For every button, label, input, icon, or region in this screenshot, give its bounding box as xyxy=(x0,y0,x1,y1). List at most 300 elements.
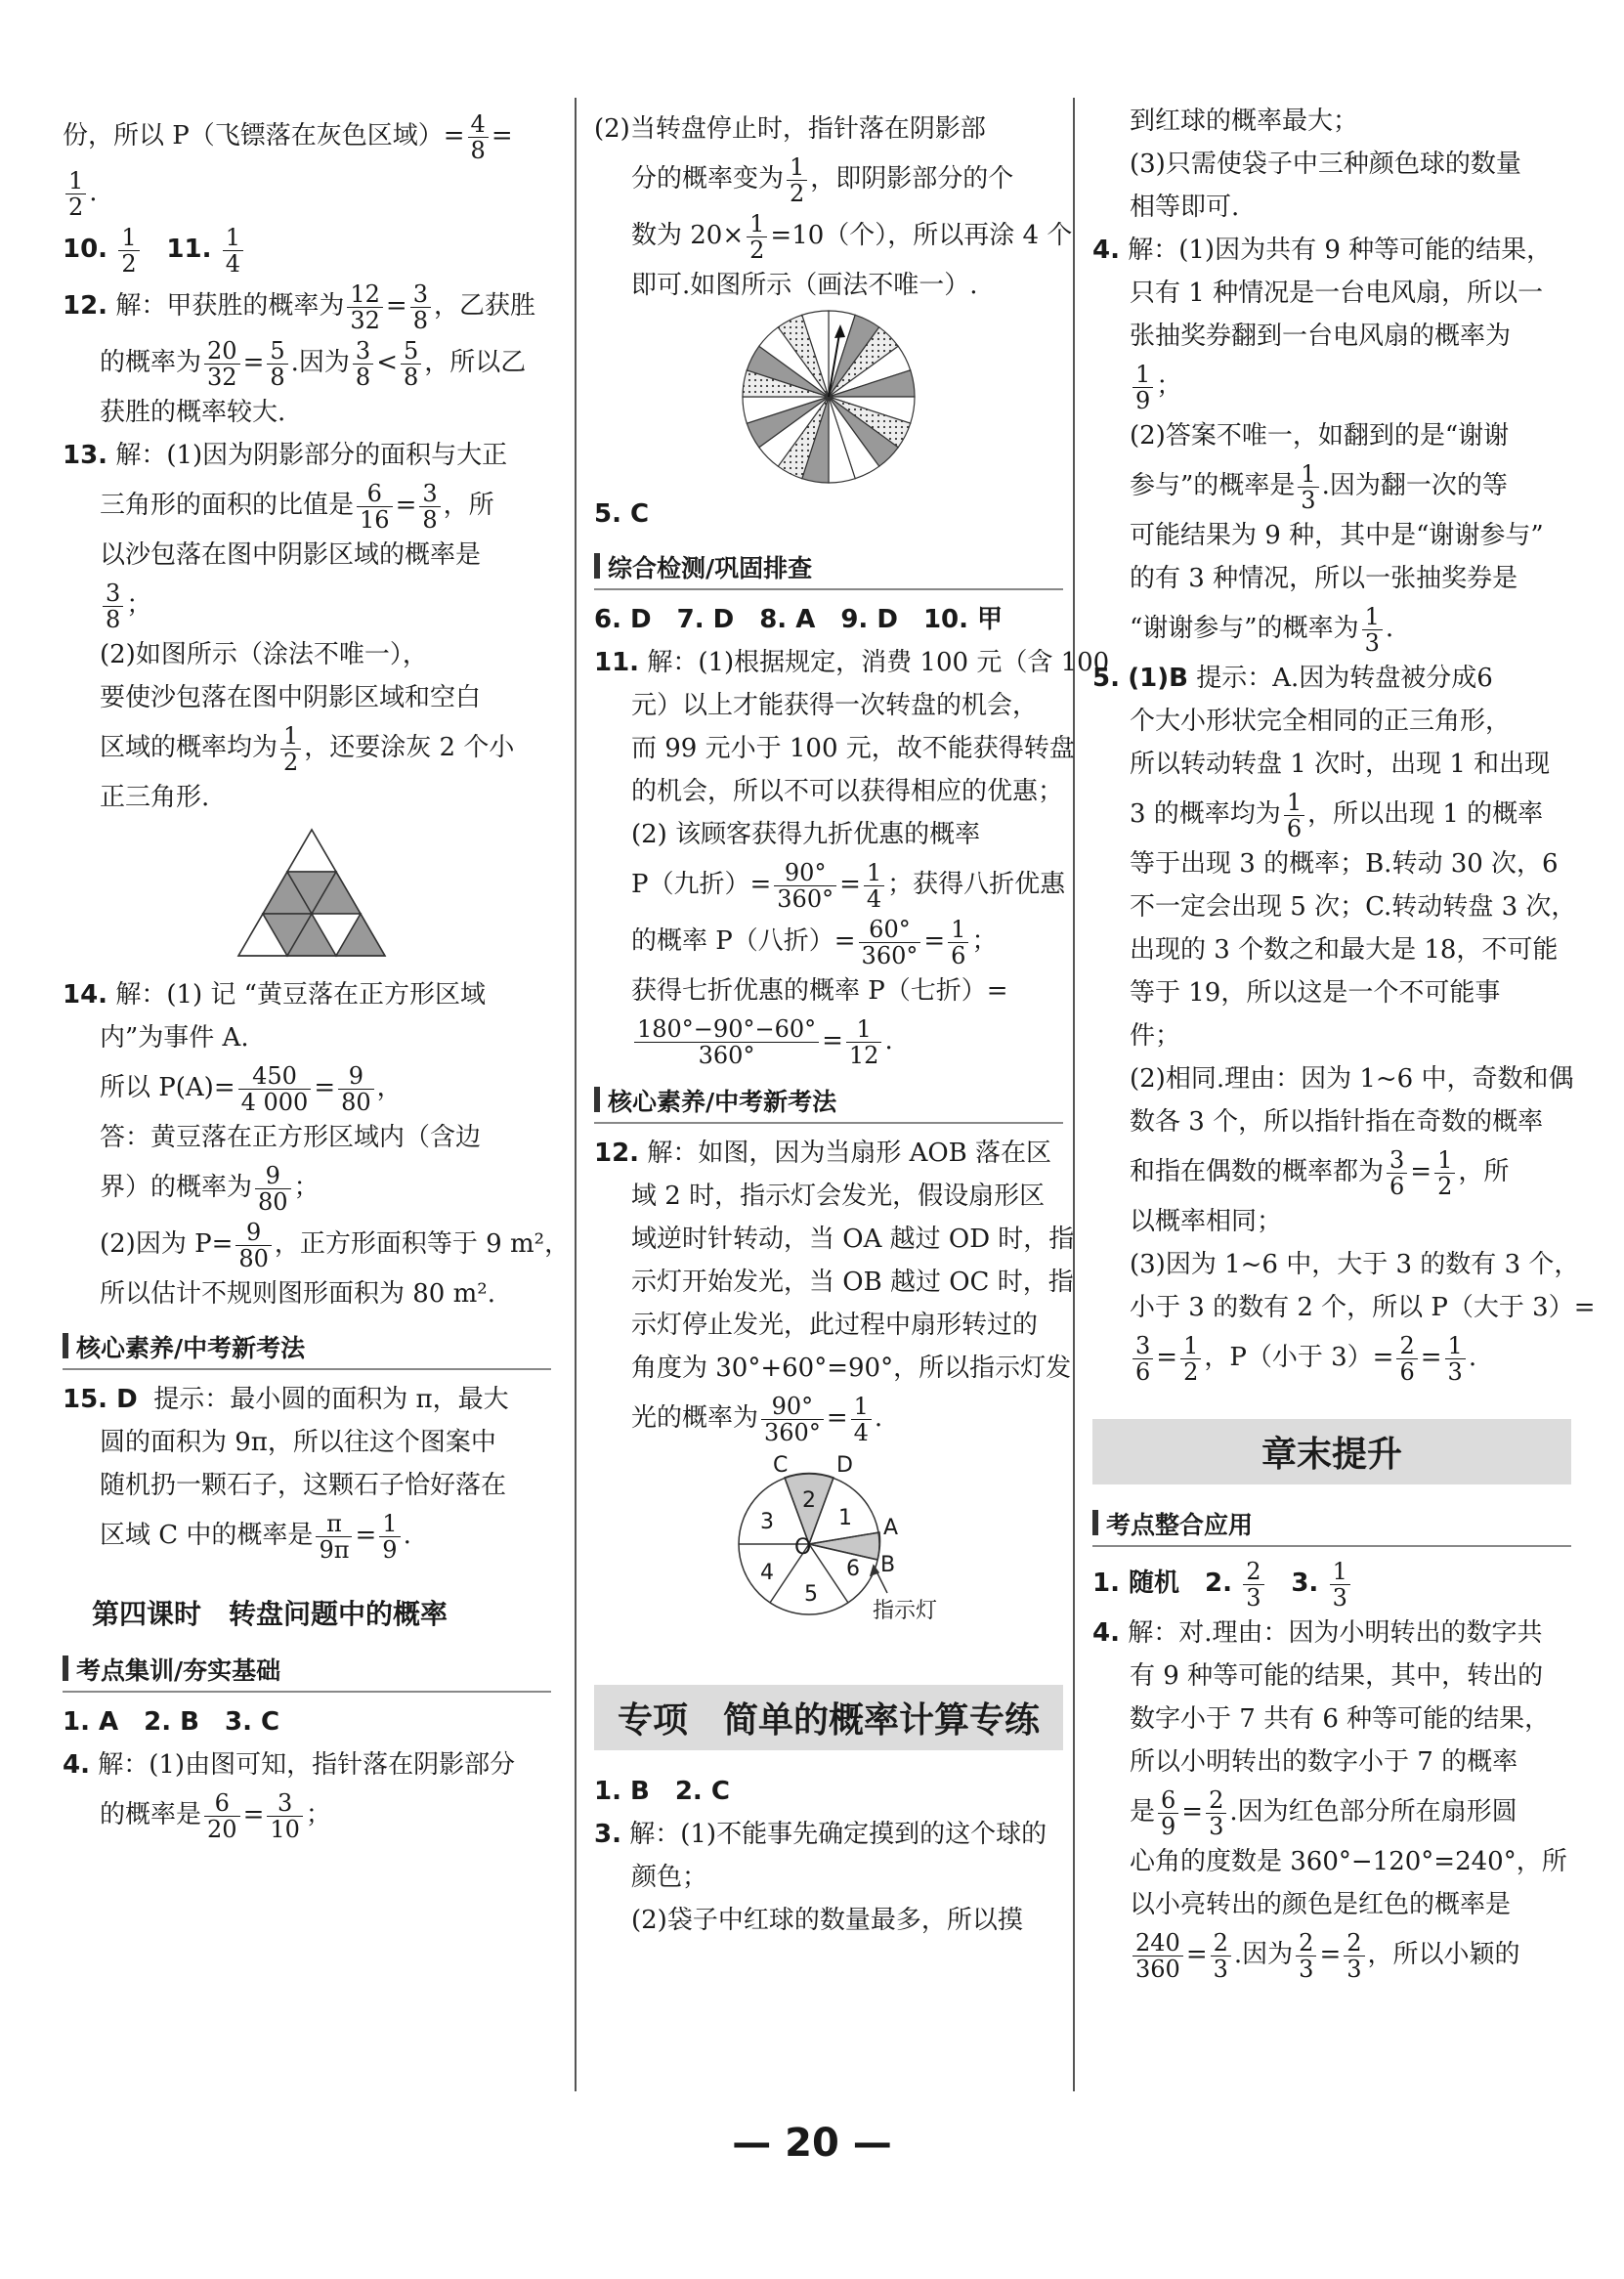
text-line: 获胜的概率较大. xyxy=(100,398,286,427)
text-line: 而 99 元小于 100 元，故不能获得转盘 xyxy=(631,734,1075,763)
numerator: 2 xyxy=(1396,1333,1417,1359)
denominator: 9 xyxy=(1161,1812,1176,1840)
numerator: 60° xyxy=(859,917,921,943)
denominator: 360 xyxy=(1135,1955,1180,1983)
line-text: P（九折）= xyxy=(631,870,772,899)
numerator: 12 xyxy=(347,281,383,308)
text-line xyxy=(1092,1143,1571,1200)
fraction-1-4 xyxy=(223,225,243,277)
denominator: 3 xyxy=(1346,1955,1362,1983)
numerator: 9 xyxy=(255,1163,291,1189)
numerator: 9 xyxy=(235,1220,272,1246)
numerator: 180°−90°−60° xyxy=(634,1016,819,1043)
line-text: .因为翻一次的等 xyxy=(1321,471,1508,500)
line-text: 区域的概率均为 xyxy=(100,733,278,762)
line-text: ，还要涂灰 2 个小 xyxy=(304,733,515,762)
line-text: 解：甲获胜的概率为 xyxy=(115,291,345,321)
denominator: 8 xyxy=(355,363,371,391)
question-number: 4. xyxy=(1092,236,1120,265)
line-text: 解：(1) 记 “黄豆落在正方形区域 xyxy=(115,980,486,1010)
answer-4 xyxy=(1092,229,1571,272)
denominator: 3 xyxy=(1246,1583,1261,1612)
line-text: .因为红色部分所在扇形圆 xyxy=(1229,1797,1517,1827)
answer-15 xyxy=(63,1378,551,1421)
text-line: 有 9 种等可能的结果，其中，转出的 xyxy=(1130,1661,1544,1691)
text-line: 即可.如图所示（画法不唯一）. xyxy=(631,271,978,300)
numerator: 1 xyxy=(851,1394,872,1420)
period: . xyxy=(884,1026,893,1055)
question-number: 14. xyxy=(63,980,108,1010)
label-b: B xyxy=(880,1553,896,1577)
denominator: 6 xyxy=(1286,814,1303,842)
question-number: 3. xyxy=(594,1820,621,1849)
fraction xyxy=(353,338,373,390)
denominator: 20 xyxy=(207,1815,237,1843)
line-text: ； xyxy=(126,590,152,620)
line-text: 界）的概率为 xyxy=(100,1173,253,1202)
line-text: ，所 xyxy=(443,491,494,520)
text-line: 以小亮转出的颜色是红色的概率是 xyxy=(1130,1890,1512,1919)
line-text: 所以 P(A)= xyxy=(100,1073,235,1102)
text-line: 正三角形. xyxy=(100,783,210,812)
question-number: 12. xyxy=(63,291,108,321)
numerator: 3 xyxy=(419,481,440,507)
line-text: ，所以乙 xyxy=(424,348,527,377)
answer-11 xyxy=(594,641,1110,684)
fraction xyxy=(1296,1930,1316,1982)
fraction-4-8 xyxy=(468,111,489,163)
text-line: 以概率相同； xyxy=(1130,1207,1283,1236)
fraction xyxy=(948,917,968,968)
fraction xyxy=(787,154,807,206)
line-text: 的概率是 xyxy=(100,1800,202,1829)
answer-14 xyxy=(63,973,551,1016)
triangle-figure xyxy=(63,825,551,971)
answer-5: 5. C xyxy=(594,499,650,529)
text-line xyxy=(63,1059,551,1116)
denominator: 8 xyxy=(412,306,428,334)
line-text: (2)因为 P= xyxy=(100,1229,234,1259)
text-line xyxy=(63,577,551,633)
line-text: 提示：最小圆的面积为 π，最大 xyxy=(153,1385,509,1414)
fraction-1-2 xyxy=(118,225,139,277)
equals-sign: = xyxy=(1420,1343,1442,1372)
fraction xyxy=(255,1163,291,1215)
question-number: 11. xyxy=(594,648,640,677)
question-number: 5. xyxy=(1092,664,1120,693)
answer-column-3 xyxy=(1092,100,1596,1983)
line-text: 和指在偶数的概率都为 xyxy=(1130,1157,1385,1186)
line-text: 光的概率为 xyxy=(631,1403,759,1433)
text-line xyxy=(1092,358,1571,414)
denominator: 3 xyxy=(1209,1812,1224,1840)
numerator: 3 xyxy=(103,580,123,607)
period: . xyxy=(89,178,98,207)
denominator: 360° xyxy=(861,941,919,969)
fraction xyxy=(419,481,440,533)
line-text: 三角形的面积的比值是 xyxy=(100,491,355,520)
line-text: .因为 xyxy=(1233,1940,1294,1969)
numerator: 450 xyxy=(238,1063,312,1090)
section-heading: 核心素养/中考新考法 xyxy=(594,1081,1063,1124)
numerator: 2 xyxy=(1243,1559,1263,1585)
section-heading: 考点集训/夯实基础 xyxy=(63,1650,551,1693)
line-text: . xyxy=(1468,1343,1477,1372)
denominator: 32 xyxy=(350,306,380,334)
text-line: 要使沙包落在图中阴影区域和空白 xyxy=(100,683,482,712)
text-line xyxy=(594,150,1063,207)
line-text: 的概率为 xyxy=(100,348,202,377)
denominator: 4 xyxy=(853,1418,869,1446)
fraction xyxy=(634,1016,819,1068)
line-text: (1)B xyxy=(1128,664,1188,693)
section-heading: 考点整合应用 xyxy=(1092,1504,1571,1547)
fraction xyxy=(747,211,767,263)
text-line: (2)答案不唯一，如翻到的是“谢谢 xyxy=(1130,421,1510,451)
text-line xyxy=(1092,457,1571,514)
denominator: 32 xyxy=(207,363,237,391)
fraction xyxy=(1180,1333,1201,1385)
denominator: 2 xyxy=(1183,1357,1199,1386)
line-text: 解：如图，因为当扇形 AOB 落在区 xyxy=(647,1139,1052,1168)
text-line: 内”为事件 A. xyxy=(100,1023,249,1053)
text-line: 到红球的概率最大； xyxy=(1130,107,1359,136)
fraction xyxy=(1396,1333,1417,1385)
text-line: 等于 19，所以这是一个不可能事 xyxy=(1130,978,1501,1008)
line-text: 数为 20× xyxy=(631,221,745,250)
denominator: 80 xyxy=(258,1187,288,1216)
line-text: 区域 C 中的概率是 xyxy=(100,1521,314,1550)
numerator: 1 xyxy=(846,1016,882,1043)
fraction xyxy=(864,860,884,912)
question-number: 12. xyxy=(594,1139,640,1168)
text-line xyxy=(63,477,551,534)
denominator: 8 xyxy=(422,505,438,534)
small-triangle xyxy=(287,830,336,872)
numerator: 5 xyxy=(267,338,287,365)
denominator: 3 xyxy=(1299,1955,1314,1983)
numerator: 1 xyxy=(280,723,301,750)
text-line: (2)当转盘停止时，指针落在阴影部 xyxy=(594,114,986,144)
equals-sign: = xyxy=(314,1073,336,1102)
answer-3 xyxy=(594,1813,1063,1856)
line-text: 参与”的概率是 xyxy=(1130,471,1296,500)
fraction xyxy=(1133,1333,1153,1385)
fraction xyxy=(1445,1333,1466,1385)
text-line xyxy=(594,856,1066,913)
text-line xyxy=(1092,1926,1571,1983)
line-text: .因为 xyxy=(290,348,350,377)
text-line: 心角的度数是 360°−120°=240°，所 xyxy=(1130,1847,1567,1876)
sector-label-1: 1 xyxy=(838,1506,852,1530)
label-d: D xyxy=(836,1453,853,1478)
fraction xyxy=(1362,604,1383,656)
line-text: “谢谢参与”的概率为 xyxy=(1130,614,1359,643)
answers-1-3 xyxy=(1092,1555,1571,1612)
text-line: 以沙包落在图中阴影区域的概率是 xyxy=(100,540,482,570)
column-divider-1 xyxy=(575,98,577,2091)
answers-1-3: 1. A 2. B 3. C xyxy=(63,1707,280,1737)
fraction xyxy=(347,281,383,333)
equals-sign: = xyxy=(242,348,265,377)
section-heading: 综合检测/巩固排查 xyxy=(594,547,1063,590)
denominator: 8 xyxy=(106,605,121,633)
equals-sign: = xyxy=(826,1403,848,1433)
column-divider-2 xyxy=(1073,98,1075,2091)
label-c: C xyxy=(773,1453,789,1478)
label-a: A xyxy=(883,1516,899,1540)
text-line: 随机扔一颗石子，这颗石子恰好落在 xyxy=(100,1471,507,1500)
text-line xyxy=(63,1786,551,1843)
question-number: 11. xyxy=(166,235,212,264)
line-text: 解：对.理由：因为小明转出的数字共 xyxy=(1128,1618,1543,1648)
denominator: 4 xyxy=(866,884,882,913)
sector-label-6: 6 xyxy=(846,1557,860,1581)
fraction xyxy=(410,281,431,333)
text-line: 小于 3 的数有 2 个，所以 P（大于 3）= xyxy=(1130,1293,1596,1322)
answer-column-1 xyxy=(63,108,571,1843)
question-number: 10. xyxy=(63,235,108,264)
equals-sign: = xyxy=(242,1800,265,1829)
less-than: < xyxy=(376,348,398,377)
numerator: 1 xyxy=(787,154,807,181)
answer-13 xyxy=(63,434,551,477)
question-number: 3. xyxy=(1291,1569,1319,1598)
text-line: 域 2 时，指示灯会发光，假设扇形区 xyxy=(631,1182,1046,1211)
text-line: (2)如图所示（涂法不唯一）， xyxy=(100,640,428,669)
chapter-review-banner: 章末提升 xyxy=(1092,1419,1571,1484)
numerator: 1 xyxy=(1434,1147,1455,1174)
text-line xyxy=(63,334,551,391)
text-line: (3)只需使袋子中三种颜色球的数量 xyxy=(1130,150,1521,179)
text-line: (2)相同.理由：因为 1~6 中，奇数和偶 xyxy=(1130,1064,1574,1094)
line-text: 分的概率变为 xyxy=(631,164,785,194)
denominator: 6 xyxy=(1399,1357,1415,1386)
denominator: 8 xyxy=(403,363,419,391)
text-line: 颜色； xyxy=(631,1863,708,1892)
equals-sign: = xyxy=(1156,1343,1178,1372)
line-text: 1. 随机 2. xyxy=(1092,1569,1232,1598)
fraction xyxy=(238,1063,312,1115)
equals-sign: = xyxy=(395,491,417,520)
answer-5 xyxy=(1092,657,1571,700)
equals-sign: = xyxy=(355,1521,377,1550)
numerator: 2 xyxy=(1206,1787,1226,1814)
fraction xyxy=(1284,790,1304,841)
sector-label-2: 2 xyxy=(802,1488,816,1513)
numerator: 1 xyxy=(1180,1333,1201,1359)
fraction xyxy=(859,917,921,968)
fraction xyxy=(379,1511,400,1563)
question-number: 15. D xyxy=(63,1385,138,1414)
numerator: 1 xyxy=(1330,1559,1350,1585)
equals-sign: = xyxy=(822,1026,843,1055)
text-line: 件； xyxy=(1130,1021,1181,1051)
text-line: 所以转动转盘 1 次时，出现 1 和出现 xyxy=(1130,750,1551,779)
fraction xyxy=(1387,1147,1407,1199)
text-line: 相等即可. xyxy=(1130,193,1240,222)
fraction-1-2 xyxy=(65,168,86,220)
denominator: 2 xyxy=(68,193,84,221)
fraction xyxy=(1206,1787,1226,1839)
special-topic-banner: 专项 简单的概率计算专练 xyxy=(594,1685,1063,1750)
numerator: 1 xyxy=(1133,362,1153,388)
denominator: 360° xyxy=(764,1418,821,1446)
line-text: ； xyxy=(305,1800,331,1829)
line-text: ，所 xyxy=(1458,1157,1510,1186)
line-text: ，正方形面积等于 9 m²， xyxy=(274,1229,571,1259)
numerator: 1 xyxy=(1284,790,1304,816)
fraction xyxy=(761,1394,824,1445)
line-text: ； xyxy=(293,1173,320,1202)
denominator: 2 xyxy=(749,236,765,264)
spinner-figure xyxy=(594,307,1063,493)
text-line xyxy=(63,1159,551,1216)
numerator: 90° xyxy=(774,860,836,886)
denominator: 8 xyxy=(270,363,285,391)
denominator: 10 xyxy=(270,1815,300,1843)
numerator: 1 xyxy=(65,168,86,194)
fraction xyxy=(280,723,301,775)
fraction xyxy=(401,338,421,390)
section-heading: 核心素养/中考新考法 xyxy=(63,1327,551,1370)
numerator: 1 xyxy=(1445,1333,1466,1359)
sector-label-4: 4 xyxy=(760,1561,774,1585)
fraction xyxy=(316,1511,352,1563)
text-line xyxy=(594,1390,1063,1446)
line-text: 解：(1)不能事先确定摸到的这个球的 xyxy=(629,1820,1047,1849)
text-line: 所以小明转出的数字小于 7 的概率 xyxy=(1130,1747,1518,1777)
numerator: 6 xyxy=(204,1790,240,1817)
numerator: 6 xyxy=(1158,1787,1178,1814)
fraction xyxy=(1133,1930,1183,1982)
text-line: 获得七折优惠的概率 P（七折）= xyxy=(631,976,1008,1006)
text-line: 示灯停止发光，此过程中扇形转过的 xyxy=(631,1311,1039,1340)
denominator: 6 xyxy=(1389,1172,1405,1200)
text-line xyxy=(1092,786,1571,842)
line-text: ，乙获胜 xyxy=(433,291,535,321)
line-text: ； xyxy=(971,926,998,956)
numerator: 5 xyxy=(401,338,421,365)
numerator: 3 xyxy=(1387,1147,1407,1174)
fraction xyxy=(1298,461,1318,513)
fraction xyxy=(1211,1930,1231,1982)
text-line xyxy=(594,913,1063,969)
equals-sign: = xyxy=(385,291,407,321)
numerator: 9 xyxy=(338,1063,374,1090)
text-line xyxy=(1092,600,1571,657)
text-line: 张抽奖券翻到一台电风扇的概率为 xyxy=(1130,322,1512,351)
denominator: 8 xyxy=(470,136,486,164)
text-line xyxy=(1092,1784,1571,1840)
indicator-spinner-figure xyxy=(594,1446,1063,1652)
denominator: 360° xyxy=(777,884,834,913)
fraction xyxy=(235,1220,272,1271)
numerator: 3 xyxy=(410,281,431,308)
numerator: 90° xyxy=(761,1394,824,1420)
numerator: 1 xyxy=(747,211,767,237)
numerator: 20 xyxy=(204,338,240,365)
line-text: 3 的概率均为 xyxy=(1130,799,1281,829)
numerator: 2 xyxy=(1211,1930,1231,1956)
equals-sign: = xyxy=(1319,1940,1342,1969)
text-line: 的有 3 种情况，所以一张抽奖券是 xyxy=(1130,564,1518,593)
line-text: 是 xyxy=(1130,1797,1156,1827)
fraction xyxy=(267,1790,303,1842)
line-text: . xyxy=(1385,614,1394,643)
sector-label-5: 5 xyxy=(804,1582,818,1607)
question-number: 13. xyxy=(63,441,108,470)
fraction xyxy=(1344,1930,1364,1982)
text-line: 域逆时针转动，当 OA 越过 OD 时，指 xyxy=(631,1225,1075,1254)
line-text: 解：(1)由图可知，指针落在阴影部分 xyxy=(98,1750,516,1780)
fraction xyxy=(1330,1559,1350,1611)
text-line: (3)因为 1~6 中，大于 3 的数有 3 个， xyxy=(1130,1250,1580,1279)
text-line: 等于出现 3 的概率；B.转动 30 次，6 xyxy=(1130,849,1559,879)
denominator: 4 xyxy=(225,249,241,278)
answers-1-2: 1. B 2. C xyxy=(594,1777,730,1806)
label-o: O xyxy=(794,1535,812,1560)
denominator: 80 xyxy=(238,1244,269,1272)
fraction xyxy=(103,580,123,632)
text-line: 的机会，所以不可以获得相应的优惠； xyxy=(631,777,1064,806)
numerator: 1 xyxy=(1298,461,1318,488)
line-text: ；获得八折优惠 xyxy=(887,870,1066,899)
line-text: 解：(1)根据规定，消费 100 元（含 100 xyxy=(647,648,1110,677)
text-line: 出现的 3 个数之和最大是 18，不可能 xyxy=(1130,935,1559,965)
numerator: 1 xyxy=(118,225,139,251)
answer-12 xyxy=(594,1132,1063,1175)
fraction xyxy=(1158,1787,1178,1839)
fraction xyxy=(357,481,393,533)
answer-12 xyxy=(63,278,551,334)
fraction xyxy=(338,1063,374,1115)
line-text: ， xyxy=(376,1073,403,1102)
period: . xyxy=(403,1521,411,1550)
denominator: 2 xyxy=(790,179,805,207)
text-line xyxy=(63,719,551,776)
question-number: 4. xyxy=(63,1750,90,1780)
answers-6-10: 6. D 7. D 8. A 9. D 10. 甲 xyxy=(594,605,1004,634)
numerator: 1 xyxy=(948,917,968,943)
text-line: 数字小于 7 共有 6 种等可能的结果， xyxy=(1130,1704,1551,1734)
denominator: 6 xyxy=(951,941,966,969)
text-line xyxy=(1092,1329,1571,1386)
text-line: (2) 该顾客获得九折优惠的概率 xyxy=(631,820,981,849)
numerator: 6 xyxy=(357,481,393,507)
denominator: 80 xyxy=(341,1088,371,1116)
text-line: 可能结果为 9 种，其中是“谢谢参与” xyxy=(1130,521,1544,550)
denominator: 360° xyxy=(698,1041,755,1069)
line-text: 解：(1)因为阴影部分的面积与大正 xyxy=(115,441,508,470)
numerator: 3 xyxy=(1133,1333,1153,1359)
denominator: 9 xyxy=(382,1535,398,1564)
line-text: ，即阴影部分的个 xyxy=(810,164,1014,194)
numerator: 240 xyxy=(1133,1930,1183,1956)
line-text: ，所以小颖的 xyxy=(1367,1940,1520,1969)
line-text: ，P（小于 3）= xyxy=(1204,1343,1394,1372)
line-text: 解：(1)因为共有 9 种等可能的结果， xyxy=(1128,236,1553,265)
answer-column-2 xyxy=(594,108,1110,1942)
equals-sign: = xyxy=(491,121,513,150)
equals-sign: = xyxy=(839,870,861,899)
text-line: (2)袋子中红球的数量最多，所以摸 xyxy=(631,1906,1023,1935)
denominator: 6 xyxy=(1135,1357,1151,1386)
line-text: 份，所以 P（飞镖落在灰色区域）= xyxy=(63,121,465,150)
line-text: 的概率 P（八折）= xyxy=(631,926,856,956)
fraction xyxy=(1243,1559,1263,1611)
period: . xyxy=(874,1403,883,1433)
